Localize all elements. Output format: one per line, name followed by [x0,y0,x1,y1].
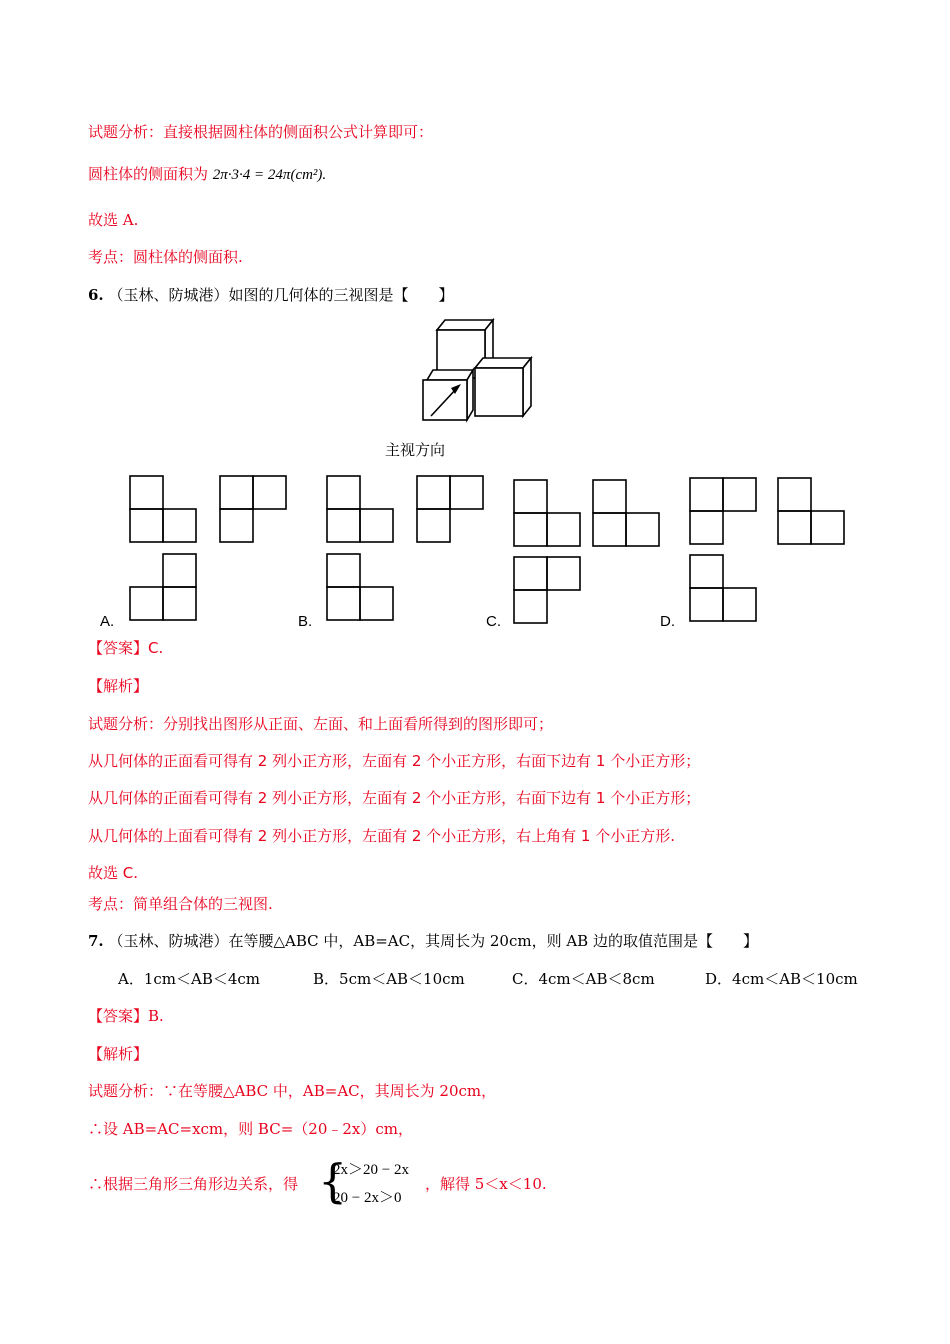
q7-stem: （玉林、防城港）在等腰△ABC 中，AB=AC，其周长为 20cm，则 AB 边的取值范围是【 】 [108,932,758,950]
q6-stem: （玉林、防城港）如图的几何体的三视图是【 】 [108,286,454,304]
q6-jiexi: 【解析】 [88,677,149,695]
inequality-1: 2x＞20 − 2x [333,1162,409,1178]
inequality-2: 20 − 2x＞0 [333,1190,402,1206]
q7-answer: 【答案】B. [88,1007,164,1025]
watermark [65,339,83,370]
q6-kaodian: 考点：简单组合体的三视图. [88,895,273,913]
option-c-label: C. [486,613,501,630]
option-d-label: D. [660,613,675,630]
q7-option-c: C．4cm＜AB＜8cm [512,970,655,988]
option-b-label: B. [298,613,313,630]
inequality-brace: { [318,1154,348,1208]
option-a-views [130,476,286,620]
q6-analysis-line-2: 从几何体的正面看可得有 2 列小正方形，左面有 2 个小正方形，右面下边有 1 个小正方形； [88,752,701,770]
q7-option-b: B．5cm＜AB＜10cm [313,970,465,988]
q6-analysis-line-1: 试题分析：分别找出图形从正面、左面、和上面看所得到的图形即可； [88,715,554,733]
q6-analysis-line-4: 从几何体的上面看可得有 2 列小正方形，左面有 2 个小正方形，右上角有 1 个小正方形. [88,827,676,845]
q6-choose: 故选 C. [88,864,139,882]
q7-jiexi: 【解析】 [88,1045,149,1063]
q7-analysis-line-1: 试题分析：∵在等腰△ABC 中，AB=AC，其周长为 20cm， [88,1082,497,1100]
option-d-views [690,478,844,621]
q6-number: 6. [88,286,104,304]
q6-stem-line [88,285,453,305]
q5-analysis: 试题分析：直接根据圆柱体的侧面积公式计算即可： [88,123,434,141]
q7-analysis-line-3-suffix: ，解得 5＜x＜10. [425,1175,547,1193]
q7-option-d: D．4cm＜AB＜10cm [705,970,858,988]
q5-choose: 故选 A. [88,211,139,229]
q7-analysis-line-3-prefix: ∴根据三角形三角形边关系，得 [88,1175,299,1193]
q6-analysis-line-3: 从几何体的正面看可得有 2 列小正方形，左面有 2 个小正方形，右面下边有 1 个小正方形； [88,789,701,807]
q7-stem-line [88,931,758,951]
option-c-views [514,480,659,623]
q6-answer: 【答案】C. [88,639,164,657]
q5-formula: 2π·3·4 = 24π(cm²). [212,167,327,183]
q5-formula-prefix: 圆柱体的侧面积为 [88,165,209,183]
option-a-label: A. [100,613,115,630]
q5-formula-line [88,164,326,185]
q5-kaodian: 考点：圆柱体的侧面积. [88,248,243,266]
q7-analysis-line-2: ∴设 AB=AC=xcm，则 BC=（20﹣2x）cm， [88,1120,413,1138]
q6-options-figure [90,470,890,630]
view-direction-label: 主视方向 [385,442,446,459]
option-b-views [327,476,483,620]
q7-option-a: A．1cm＜AB＜4cm [118,970,261,988]
q7-number: 7. [88,932,104,950]
